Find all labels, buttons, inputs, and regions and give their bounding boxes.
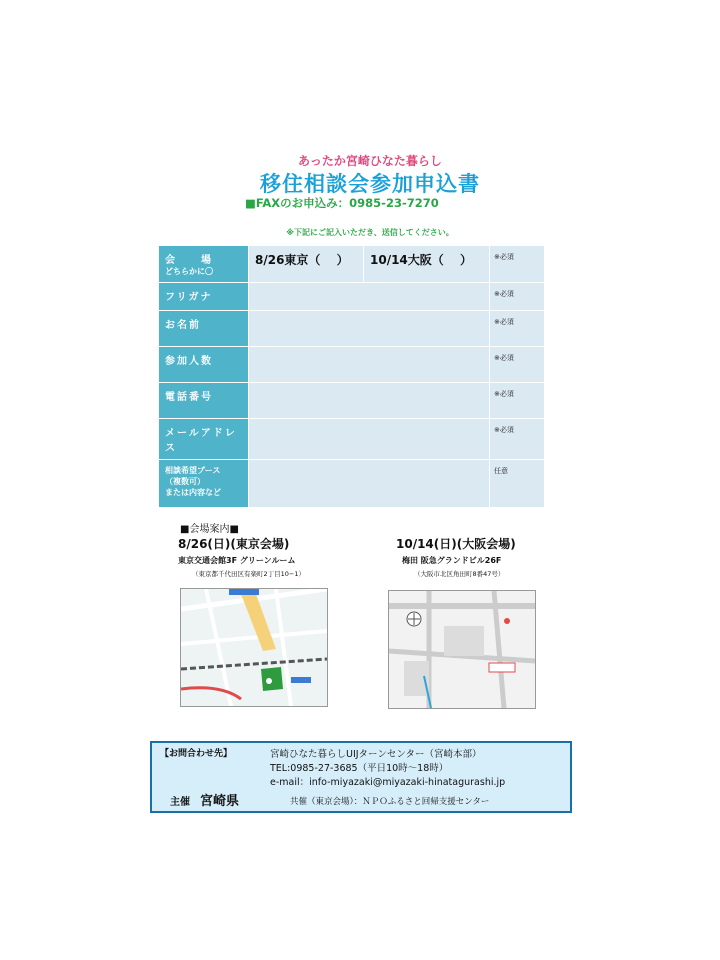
fax-number: ■FAXのお申込み：0985-23-7270	[245, 196, 439, 210]
optional-mark: 任意	[490, 460, 545, 508]
osaka-map-graphic	[389, 591, 535, 708]
email-label: メールアドレス	[159, 419, 249, 460]
tokyo-date: 8/26(日)(東京会場)	[178, 537, 290, 551]
subtitle: あったか宮崎ひなた暮らし	[298, 154, 442, 168]
osaka-place: 梅田 阪急グランドビル26F	[402, 556, 502, 565]
required-mark: ※必須	[490, 246, 545, 283]
furigana-label: フリガナ	[159, 283, 249, 311]
booth-label: 相談希望ブース （複数可） または内容など	[159, 460, 249, 508]
organizer: 主催 宮崎県	[170, 794, 240, 809]
osaka-map	[388, 590, 536, 709]
phone-field[interactable]	[249, 383, 490, 419]
contact-box	[150, 741, 572, 813]
contact-tel: TEL:0985-27-3685（平日10時～18時）	[270, 763, 449, 774]
tokyo-map-graphic	[181, 589, 327, 706]
tokyo-address: （東京都千代田区有楽町2丁目10−1）	[192, 570, 305, 578]
venue-guide-heading: ■会場案内■	[180, 524, 239, 535]
contact-email[interactable]: e-mail：info-miyazaki@miyazaki-hinatagurashi.jp	[270, 777, 506, 788]
venue-option-osaka[interactable]: 10/14大阪（ ）	[364, 246, 490, 283]
name-label: お名前	[159, 311, 249, 347]
furigana-field[interactable]	[249, 283, 490, 311]
venue-option-tokyo[interactable]: 8/26東京（ ）	[249, 246, 364, 283]
venue-label: 会 場 どちらかに〇	[159, 246, 249, 283]
page-title: 移住相談会参加申込書	[260, 172, 480, 196]
osaka-date: 10/14(日)(大阪会場)	[396, 537, 516, 551]
count-field[interactable]	[249, 347, 490, 383]
required-mark: ※必須	[490, 283, 545, 311]
email-field[interactable]	[249, 419, 490, 460]
booth-field[interactable]	[249, 460, 490, 508]
osaka-address: （大阪市北区角田町8番47号）	[414, 570, 505, 578]
tokyo-map	[180, 588, 328, 707]
venue-sub-label: どちらかに〇	[165, 267, 213, 276]
required-mark: ※必須	[490, 383, 545, 419]
name-field[interactable]	[249, 311, 490, 347]
count-label: 参加人数	[159, 347, 249, 383]
instruction-note: ※下記にご記入いただき、送信してください。	[286, 228, 454, 237]
required-mark: ※必須	[490, 311, 545, 347]
co-organizer: 共催（東京会場）：ＮＰＯふるさと回帰支援センター	[290, 797, 490, 807]
phone-label: 電話番号	[159, 383, 249, 419]
contact-label: 【お問合わせ先】	[160, 749, 233, 759]
contact-center: 宮崎ひなた暮らしUIJターンセンター（宮崎本部）	[270, 749, 482, 760]
application-form	[158, 245, 545, 508]
required-mark: ※必須	[490, 347, 545, 383]
required-mark: ※必須	[490, 419, 545, 460]
tokyo-place: 東京交通会館3F グリーンルーム	[178, 556, 296, 565]
application-sheet	[150, 135, 590, 825]
